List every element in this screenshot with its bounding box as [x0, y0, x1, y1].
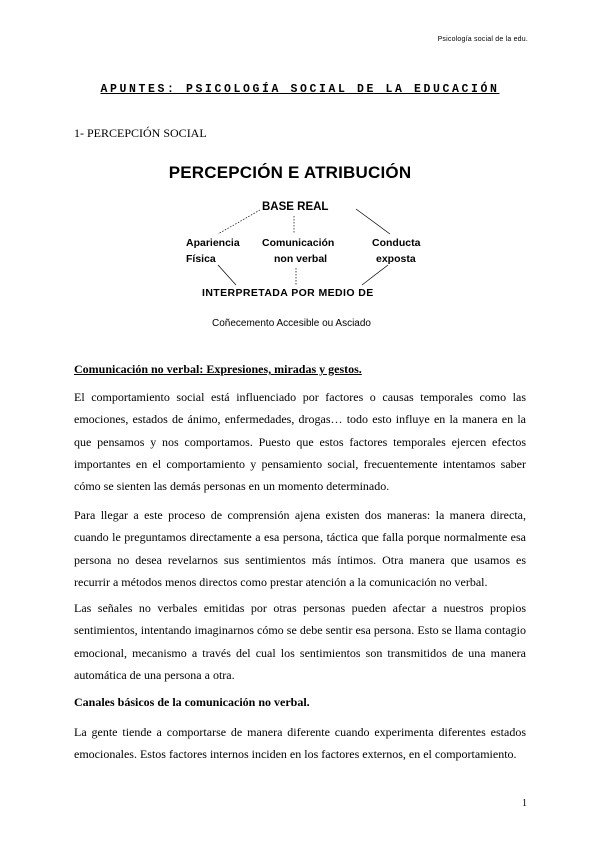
- perception-attribution-diagram: [150, 158, 450, 338]
- node-comunicacion-line2: non verbal: [274, 253, 328, 265]
- paragraph-2: Para llegar a este proceso de comprensión ajena existen dos maneras: la manera directa, cuando le preguntamos directamente a esa persona, táctica que falla porque normalmente esa persona no desea revelarnos sus sentimientos más íntimos. Otra manera que usamos es recurrir a métodos menos directos como prestar atención a la comunicación no verbal.: [74, 508, 526, 589]
- running-header: Psicología social de la edu.: [437, 36, 528, 43]
- node-conecemento: Coñecemento Accesible ou Asciado: [212, 318, 371, 329]
- subheading-canales-basicos: Canales básicos de la comunicación no verbal.: [74, 695, 310, 709]
- diagram-title: PERCEPCIÓN E ATRIBUCIÓN: [168, 163, 412, 182]
- paragraph-1: El comportamiento social está influenciado por factores o causas temporales como las emociones, estados de ánimo, enfermedades, drogas… todo esto influye en la manera en la que pensamos y nos comportamos. Puesto que estos factores temporales ejercen efectos importantes en el comportamiento y pensamiento social, frecuentemente intentamos saber cómo se sienten las demás personas en un momento determinado.: [74, 390, 526, 494]
- node-apariencia-line1: Apariencia: [186, 237, 240, 249]
- section-heading: 1- PERCEPCIÓN SOCIAL: [74, 126, 207, 140]
- page-number: 1: [522, 798, 527, 809]
- connector-base-conducta: [356, 209, 390, 234]
- paragraph-3: Las señales no verbales emitidas por otras personas pueden afectar a nuestros propios sentimientos, intentando imaginarnos cómo se debe sentir esa persona. Esto se llama contagio emocional, mecanismo a través del cual los sentimientos son transmitidos de una manera automática de una persona a otra.: [74, 601, 526, 682]
- subheading-comunicacion-no-verbal: Comunicación no verbal: Expresiones, miradas y gestos.: [74, 362, 362, 376]
- document-title: APUNTES: PSICOLOGÍA SOCIAL DE LA EDUCACIÓN: [100, 83, 500, 96]
- node-comunicacion-line1: Comunicación: [262, 237, 335, 249]
- node-conducta-line2: exposta: [376, 253, 416, 265]
- node-interpretada: INTERPRETADA POR MEDIO DE: [202, 287, 374, 299]
- connector-base-apariencia: [218, 210, 260, 234]
- connector-conducta-interpretada: [362, 265, 388, 285]
- node-base-real: BASE REAL: [262, 201, 329, 213]
- node-apariencia-line2: Física: [186, 253, 216, 265]
- node-conducta-line1: Conducta: [372, 237, 421, 249]
- paragraph-4: La gente tiende a comportarse de manera diferente cuando experimenta diferentes estados emocionales. Estos factores internos inciden en los factores externos, en el comportamiento.: [74, 725, 526, 762]
- connector-apariencia-interpretada: [218, 265, 236, 285]
